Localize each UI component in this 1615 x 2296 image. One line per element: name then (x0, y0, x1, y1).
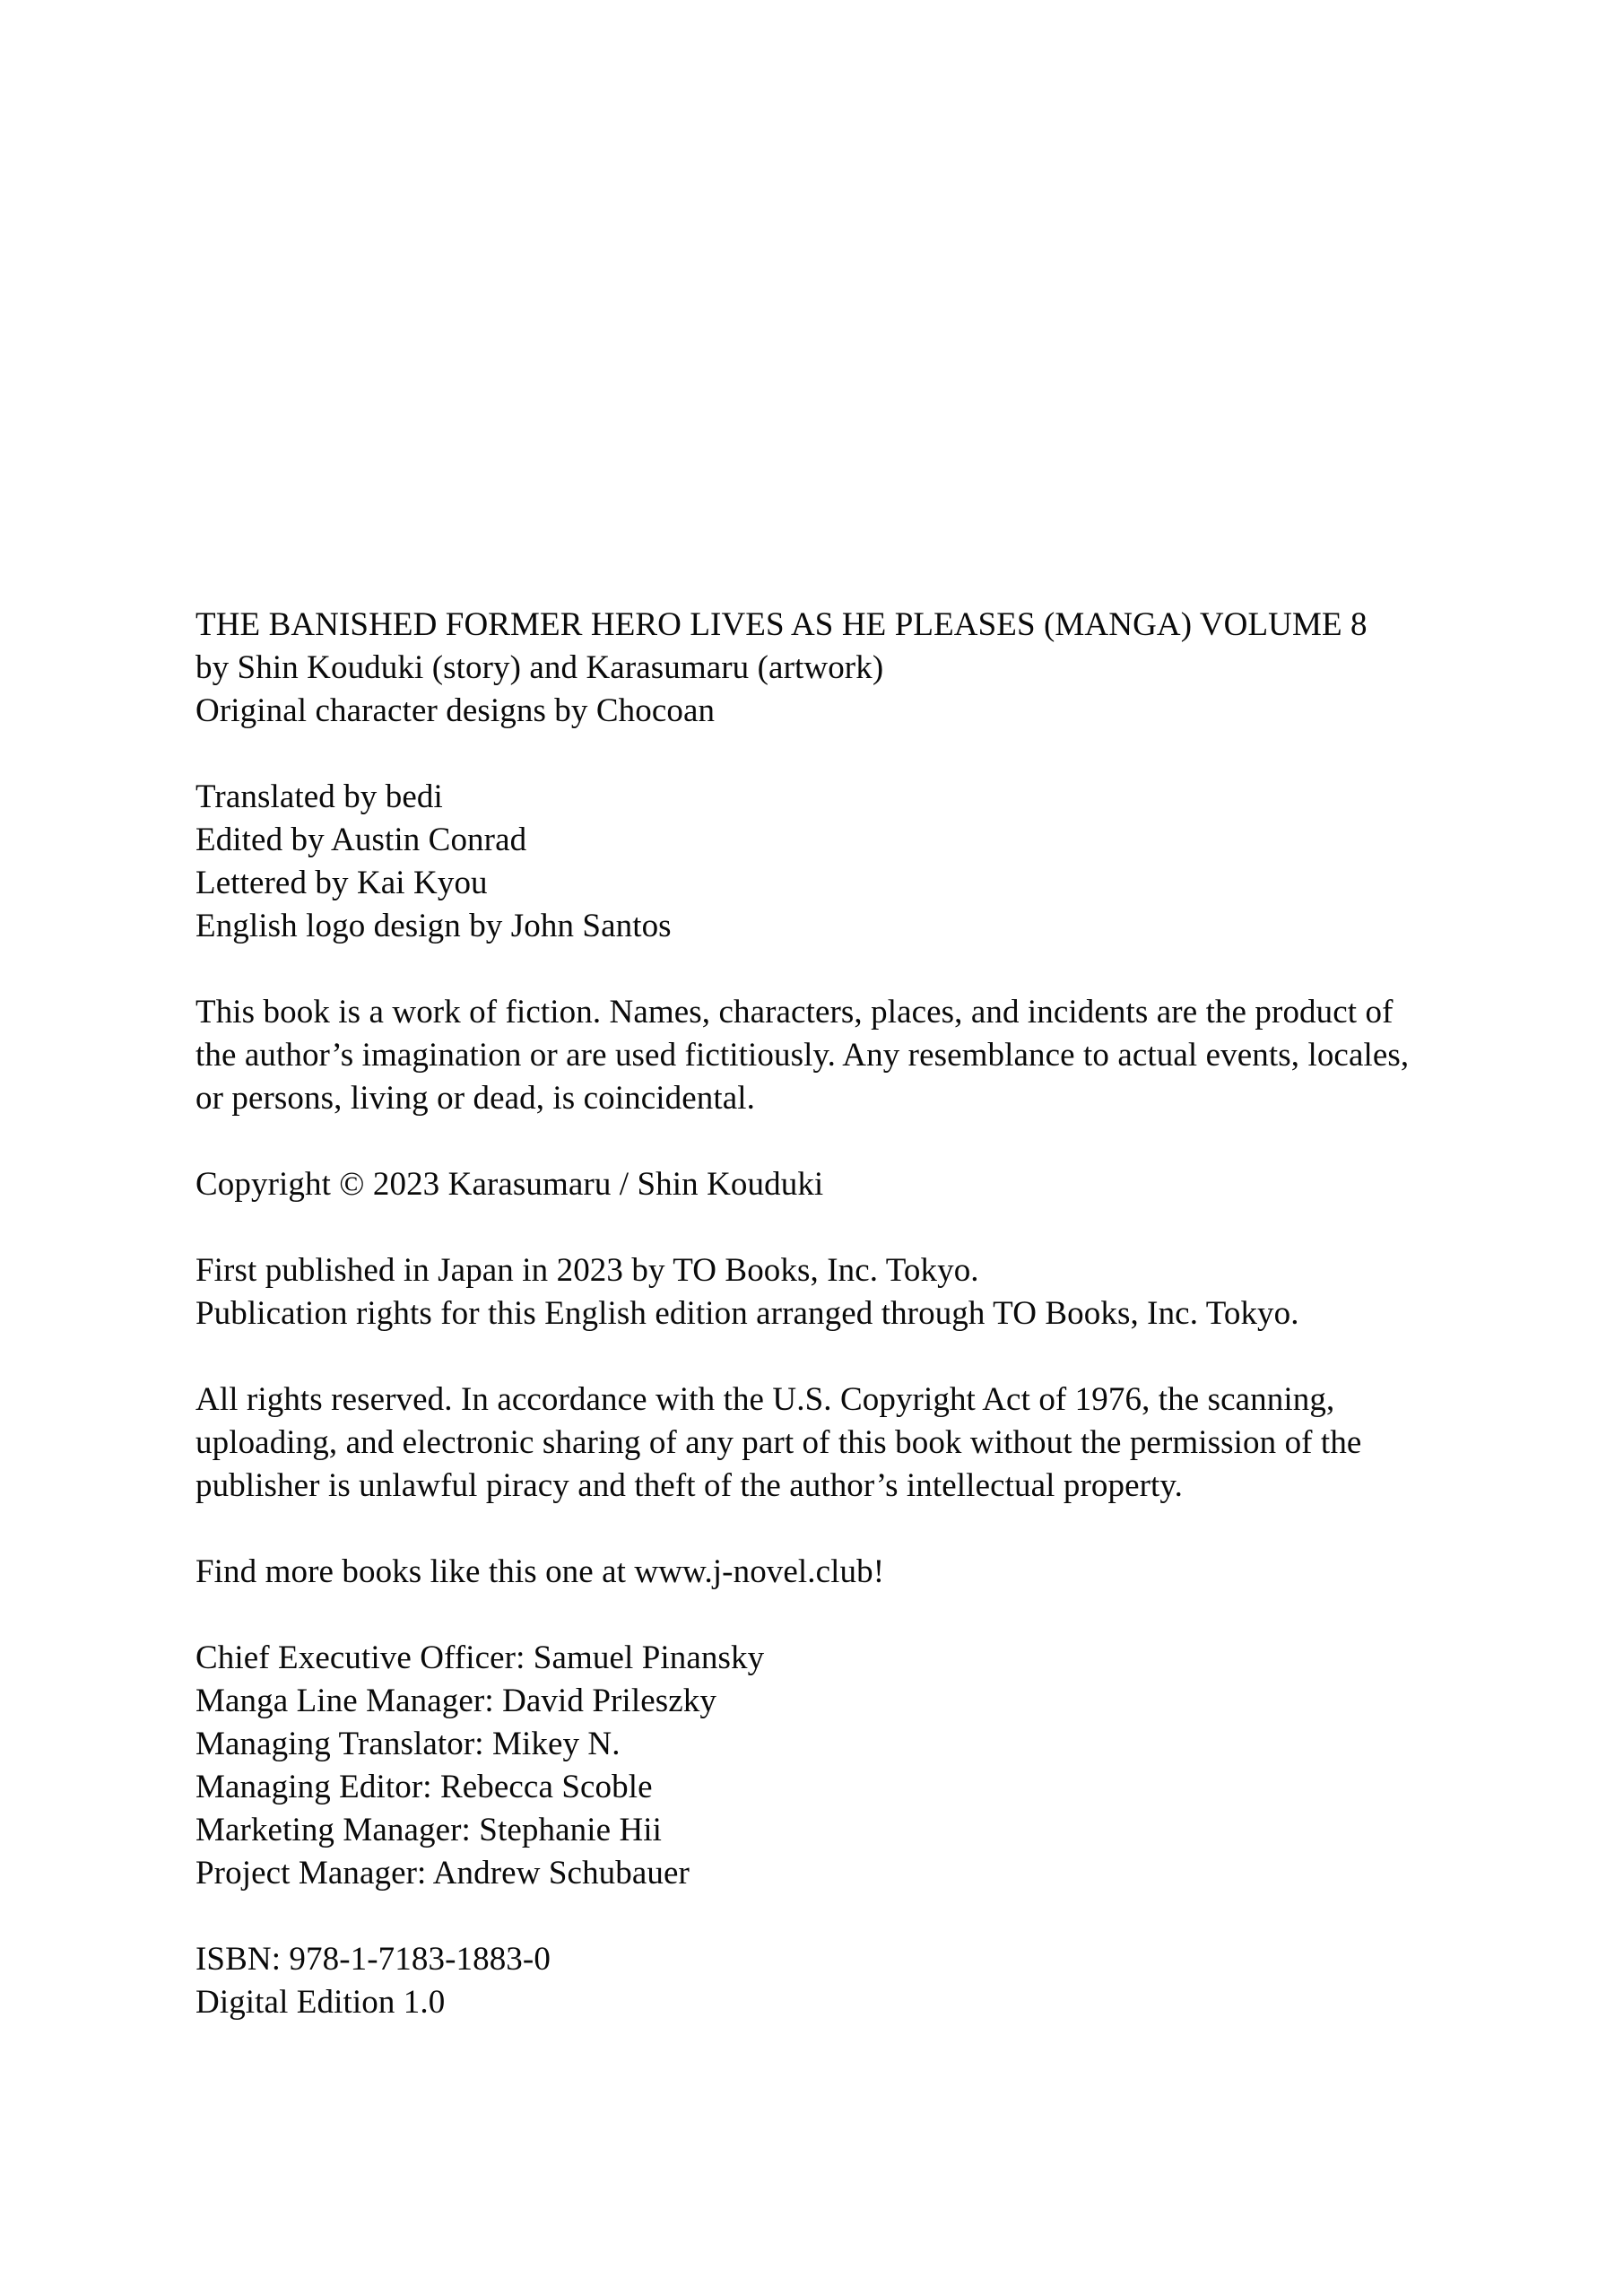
editor-credit: Edited by Austin Conrad (195, 822, 527, 858)
managing-editor-credit: Managing Editor: Rebecca Scoble (195, 1769, 653, 1805)
publication-info (195, 1249, 1559, 1335)
isbn-line: ISBN: 978-1-7183-1883-0 (195, 1941, 551, 1978)
rights-reserved-notice (195, 1378, 1559, 1508)
rights-line: publisher is unlawful piracy and theft of the author’s intellectual property. (195, 1467, 1183, 1504)
managing-translator-credit: Managing Translator: Mikey N. (195, 1726, 621, 1762)
promo-message (195, 1551, 1559, 1594)
copyright-notice (195, 1163, 1559, 1206)
logo-design-credit: English logo design by John Santos (195, 908, 672, 944)
marketing-manager-credit: Marketing Manager: Stephanie Hii (195, 1812, 663, 1848)
book-title: THE BANISHED FORMER HERO LIVES AS HE PLEASES (MANGA) VOLUME 8 (195, 606, 1368, 643)
rights-line: All rights reserved. In accordance with the U.S. Copyright Act of 1976, the scanning, (195, 1381, 1335, 1418)
staff-list (195, 1637, 1559, 1895)
disclaimer-line: or persons, living or dead, is coincidental. (195, 1080, 756, 1117)
byline-authors: by Shin Kouduki (story) and Karasumaru (artwork) (195, 649, 884, 686)
publication-rights-line: Publication rights for this English edition arranged through TO Books, Inc. Tokyo. (195, 1295, 1299, 1332)
first-published-line: First published in Japan in 2023 by TO Books, Inc. Tokyo. (195, 1252, 979, 1289)
manga-line-manager-credit: Manga Line Manager: David Prileszky (195, 1683, 716, 1719)
find-more-books-line: Find more books like this one at www.j-novel.club! (195, 1553, 885, 1590)
digital-edition-line: Digital Edition 1.0 (195, 1984, 446, 2021)
rights-line: uploading, and electronic sharing of any part of this book without the permission of the (195, 1424, 1362, 1461)
letterer-credit: Lettered by Kai Kyou (195, 865, 488, 901)
credits-block (195, 776, 1559, 948)
title-block (195, 604, 1559, 733)
translator-credit: Translated by bedi (195, 778, 443, 815)
project-manager-credit: Project Manager: Andrew Schubauer (195, 1855, 690, 1892)
disclaimer-line: This book is a work of fiction. Names, characters, places, and incidents are the product of (195, 994, 1394, 1031)
character-design-credit: Original character designs by Chocoan (195, 692, 716, 729)
fiction-disclaimer (195, 991, 1559, 1120)
colophon-page (195, 604, 1559, 2024)
copyright-line: Copyright © 2023 Karasumaru / Shin Kouduki (195, 1166, 824, 1203)
disclaimer-line: the author’s imagination or are used fictitiously. Any resemblance to actual events, locales, (195, 1037, 1410, 1074)
edition-info (195, 1938, 1559, 2024)
ceo-credit: Chief Executive Officer: Samuel Pinansky (195, 1639, 765, 1676)
